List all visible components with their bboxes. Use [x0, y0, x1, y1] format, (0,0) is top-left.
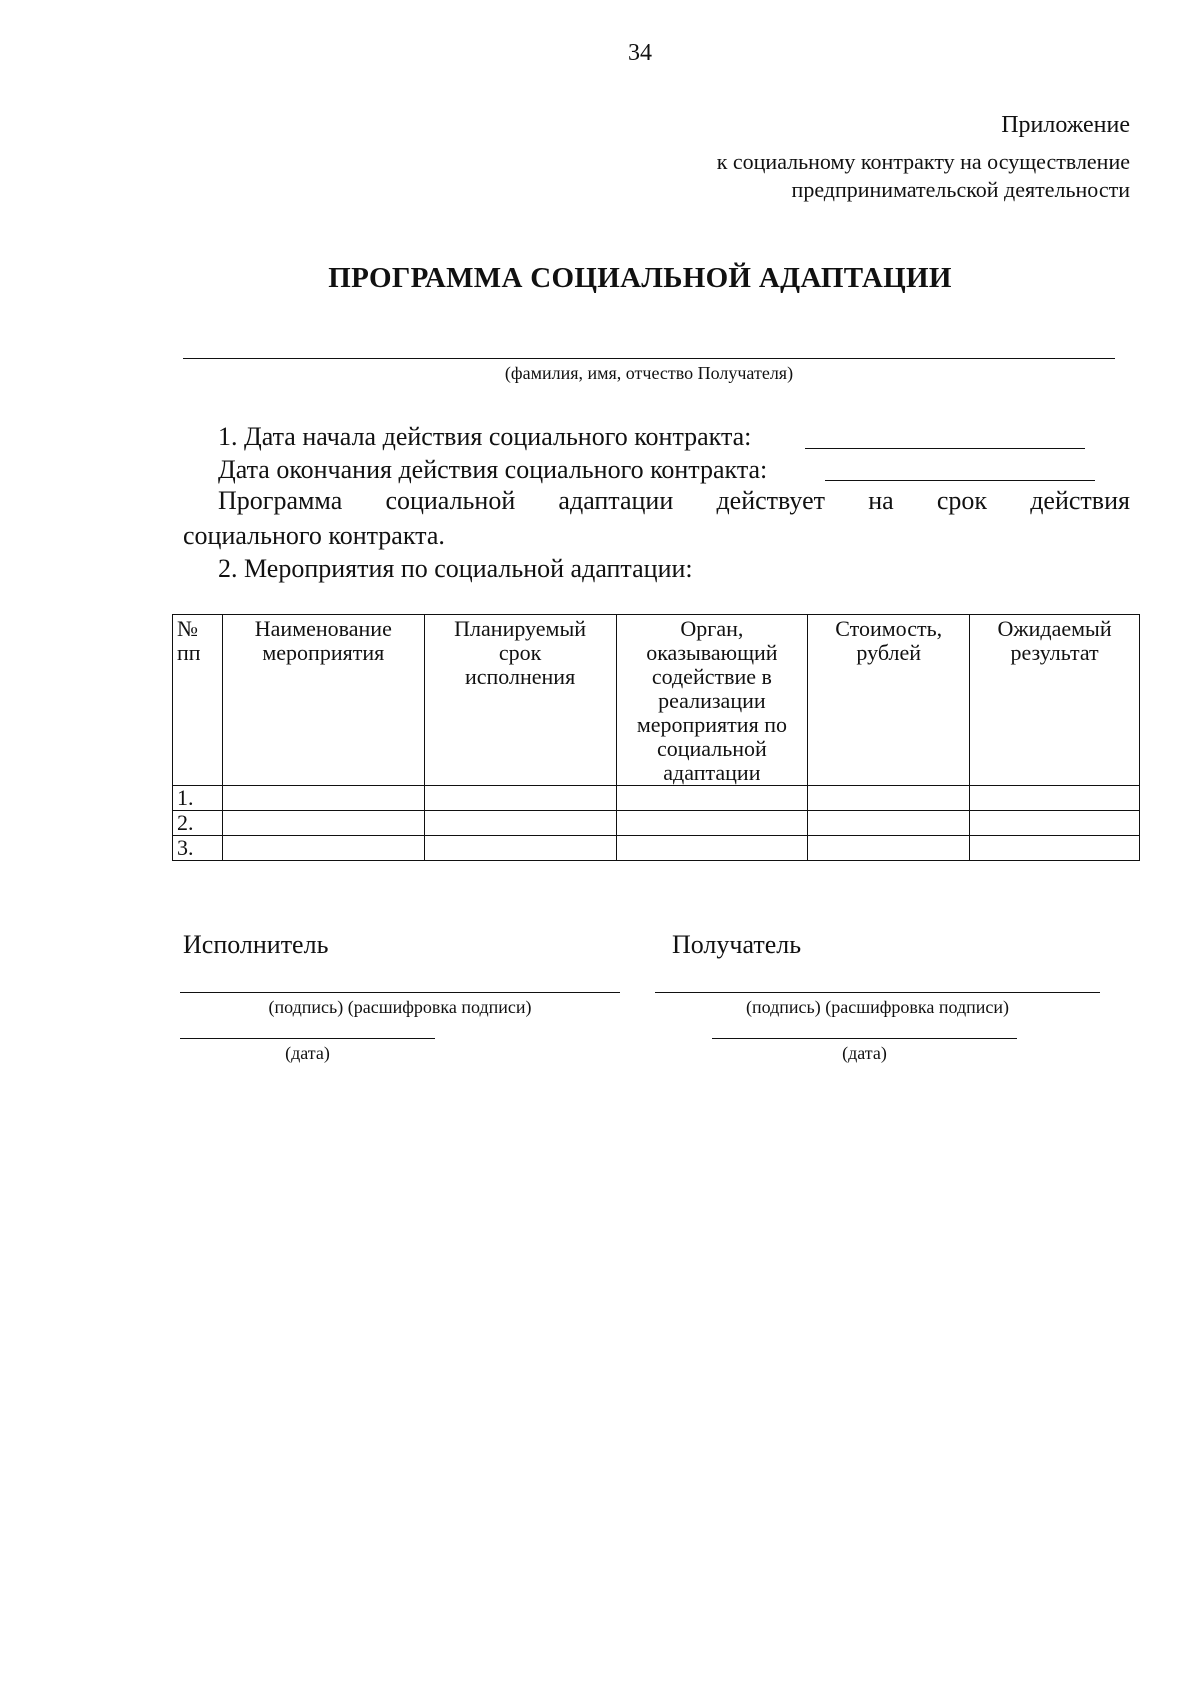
appendix-subtitle-line2: предпринимательской деятельности: [791, 177, 1130, 202]
table-cell: [616, 836, 808, 861]
end-date-label: Дата окончания действия социального контракта:: [218, 455, 768, 484]
header-measure-name: Наименование мероприятия: [222, 615, 424, 786]
validity-word: на: [868, 486, 894, 515]
recipient-signature-line: [655, 992, 1100, 993]
section2-title: 2. Мероприятия по социальной адаптации:: [218, 554, 693, 583]
table-row: [173, 836, 1140, 861]
table-cell: [222, 811, 424, 836]
table-cell: [970, 786, 1140, 811]
table-cell: [970, 811, 1140, 836]
executor-date-line: [180, 1038, 435, 1039]
table-cell: [424, 786, 616, 811]
table-cell: [808, 811, 970, 836]
measures-table: [172, 614, 1140, 861]
document-title: ПРОГРАММА СОЦИАЛЬНОЙ АДАПТАЦИИ: [328, 262, 952, 294]
recipient-date-line: [712, 1038, 1017, 1039]
appendix-title: Приложение: [1001, 112, 1130, 138]
validity-word: действия: [1030, 486, 1130, 515]
header-cost: Стоимость, рублей: [808, 615, 970, 786]
recipient-signature-caption: (подпись) (расшифровка подписи): [746, 997, 1009, 1017]
table-row: [173, 811, 1140, 836]
header-number: № пп: [173, 615, 223, 786]
table-cell: [970, 836, 1140, 861]
executor-label: Исполнитель: [183, 930, 329, 959]
header-planned-term: Планируемый срок исполнения: [424, 615, 616, 786]
executor-date-caption: (дата): [285, 1043, 330, 1063]
appendix-subtitle-line1: к социальному контракту на осуществление: [716, 149, 1130, 174]
validity-word: срок: [936, 486, 988, 515]
validity-word: действует: [716, 486, 825, 515]
table-cell: [424, 836, 616, 861]
start-date-line: [805, 448, 1085, 449]
row-number: 3.: [173, 836, 223, 861]
executor-signature-line: [180, 992, 620, 993]
recipient-date-caption: (дата): [842, 1043, 887, 1063]
start-date-label: 1. Дата начала действия социального контракта:: [218, 422, 752, 451]
recipient-name-line: [183, 358, 1115, 359]
header-assisting-body: Орган, оказывающий содействие в реализации мероприятия по социальной адаптации: [616, 615, 808, 786]
validity-line-2: социального контракта.: [183, 521, 445, 550]
validity-word: социальной: [385, 486, 516, 515]
row-number: 2.: [173, 811, 223, 836]
header-expected-result: Ожидаемый результат: [970, 615, 1140, 786]
row-number: 1.: [173, 786, 223, 811]
table-header-row: [173, 615, 1140, 786]
recipient-caption: (фамилия, имя, отчество Получателя): [504, 363, 794, 383]
table-cell: [616, 786, 808, 811]
table-cell: [222, 786, 424, 811]
validity-word: адаптации: [558, 486, 674, 515]
validity-word: Программа: [218, 486, 343, 515]
table-row: [173, 786, 1140, 811]
appendix-subtitle: [717, 148, 1130, 204]
table-cell: [808, 786, 970, 811]
table-cell: [616, 811, 808, 836]
table-cell: [424, 811, 616, 836]
page-number: 34: [628, 40, 652, 66]
end-date-line: [825, 480, 1095, 481]
table-cell: [808, 836, 970, 861]
validity-line-1: [218, 486, 1130, 516]
executor-signature-caption: (подпись) (расшифровка подписи): [268, 997, 532, 1017]
table-cell: [222, 836, 424, 861]
recipient-label: Получатель: [672, 930, 802, 959]
